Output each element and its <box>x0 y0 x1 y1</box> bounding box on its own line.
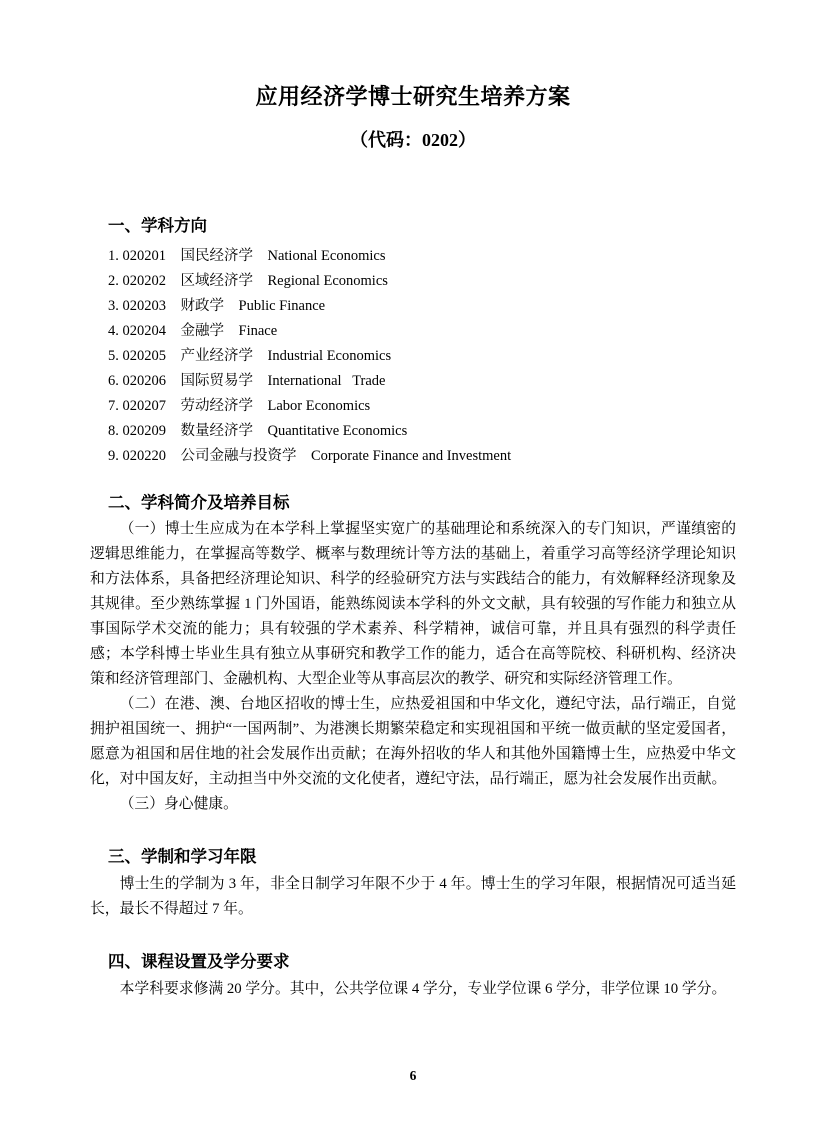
page-subtitle-code: （代码：0202） <box>350 129 476 150</box>
discipline-name-cn: 国民经济学 <box>180 247 253 264</box>
discipline-name-en: Finace <box>238 322 278 339</box>
discipline-code: 020207 <box>122 397 166 414</box>
discipline-name-cn: 劳动经济学 <box>180 397 253 414</box>
list-item <box>90 319 736 344</box>
discipline-name-cn: 公司金融与投资学 <box>180 447 297 464</box>
section-four-body <box>90 974 736 1002</box>
discipline-name-en: Labor Economics <box>267 397 371 414</box>
discipline-code: 020209 <box>122 422 166 439</box>
discipline-index: 6. <box>108 372 119 389</box>
paragraph-four-one: 本学科要求修满 20 学分。其中，公共学位课 4 学分，专业学位课 6 学分，非学位课 10 学分。 <box>119 980 727 997</box>
discipline-name-cn: 财政学 <box>180 297 224 314</box>
discipline-name-cn: 区域经济学 <box>180 272 253 289</box>
paragraph-two-three: （三）身心健康。 <box>119 795 238 812</box>
section-heading-four: 四、课程设置及学分要求 <box>108 951 290 971</box>
discipline-code: 020220 <box>122 447 166 464</box>
discipline-name-cn: 产业经济学 <box>180 347 253 364</box>
discipline-name-cn: 金融学 <box>180 322 224 339</box>
discipline-index: 7. <box>108 397 119 414</box>
discipline-index: 3. <box>108 297 119 314</box>
section-heading-two: 二、学科简介及培养目标 <box>108 492 290 512</box>
section-three-body <box>90 869 736 922</box>
discipline-name-cn: 国际贸易学 <box>180 372 253 389</box>
section-heading-three: 三、学制和学习年限 <box>108 846 257 866</box>
discipline-name-en: Public Finance <box>238 297 326 314</box>
discipline-code: 020204 <box>122 322 166 339</box>
section-two-body <box>90 515 736 817</box>
paragraph-three-one: 博士生的学制为 3 年，非全日制学习年限不少于 4 年。博士生的学习年限，根据情况可适当延长，最长不得超过 7 年。 <box>90 875 736 917</box>
discipline-name-en: Regional Economics <box>267 272 388 289</box>
list-item <box>90 369 736 394</box>
list-item <box>90 419 736 444</box>
discipline-name-en: Quantitative Economics <box>267 422 408 439</box>
section-heading-one: 一、学科方向 <box>108 215 207 235</box>
discipline-name-en: International Trade <box>267 372 386 389</box>
discipline-index: 2. <box>108 272 119 289</box>
discipline-code: 020201 <box>122 247 166 264</box>
discipline-index: 5. <box>108 347 119 364</box>
discipline-index: 1. <box>108 247 119 264</box>
list-item <box>90 294 736 319</box>
list-item <box>90 394 736 419</box>
discipline-name-en: Industrial Economics <box>267 347 392 364</box>
page-number: 6 <box>409 1068 417 1083</box>
discipline-index: 8. <box>108 422 119 439</box>
list-item <box>90 244 736 269</box>
list-item <box>90 269 736 294</box>
discipline-code: 020206 <box>122 372 166 389</box>
discipline-code: 020203 <box>122 297 166 314</box>
discipline-name-en: Corporate Finance and Investment <box>311 447 512 464</box>
discipline-code: 020202 <box>122 272 166 289</box>
paragraph-two-one: （一）博士生应成为在本学科上掌握坚实宽广的基础理论和系统深入的专门知识，严谨缜密的逻辑思维能力，在掌握高等数学、概率与数理统计等方法的基础上，着重学习高等经济学理论知识和方法体系，具备把经济理论知识、科学的经验研究方法与实践结合的能力，有效解释经济现象及其规律。至少熟练掌握 1 门外国语，能熟练阅读本学科的外文文献，具有较强的写作能力和独立从事国际学术交流的能力；具有较强的学术素养、科学精神，诚信可靠，并且具有强烈的科学责任感；本学科博士毕业生具有独立从事研究和教学工作的能力，适合在高等院校、科研机构、经济决策和经济管理部门、金融机构、大型企业等从事高层次的教学、研究和实际经济管理工作。 <box>90 520 736 687</box>
discipline-list <box>90 238 736 469</box>
list-item <box>90 444 736 469</box>
page-content <box>90 0 736 1002</box>
discipline-name-cn: 数量经济学 <box>180 422 253 439</box>
discipline-name-en: National Economics <box>267 247 386 264</box>
paragraph-two-two: （二）在港、澳、台地区招收的博士生，应热爱祖国和中华文化，遵纪守法，品行端正，自觉拥护祖国统一、拥护“一国两制”、为港澳长期繁荣稳定和实现祖国和平统一做贡献的坚定爱国者，愿意为祖国和居住地的社会发展作出贡献；在海外招收的华人和其他外国籍博士生，应热爱中华文化，对中国友好，主动担当中外交流的文化使者，遵纪守法，品行端正，愿为社会发展作出贡献。 <box>90 695 736 787</box>
discipline-index: 4. <box>108 322 119 339</box>
page-title: 应用经济学博士研究生培养方案 <box>255 84 571 109</box>
discipline-code: 020205 <box>122 347 166 364</box>
discipline-index: 9. <box>108 447 119 464</box>
list-item <box>90 344 736 369</box>
